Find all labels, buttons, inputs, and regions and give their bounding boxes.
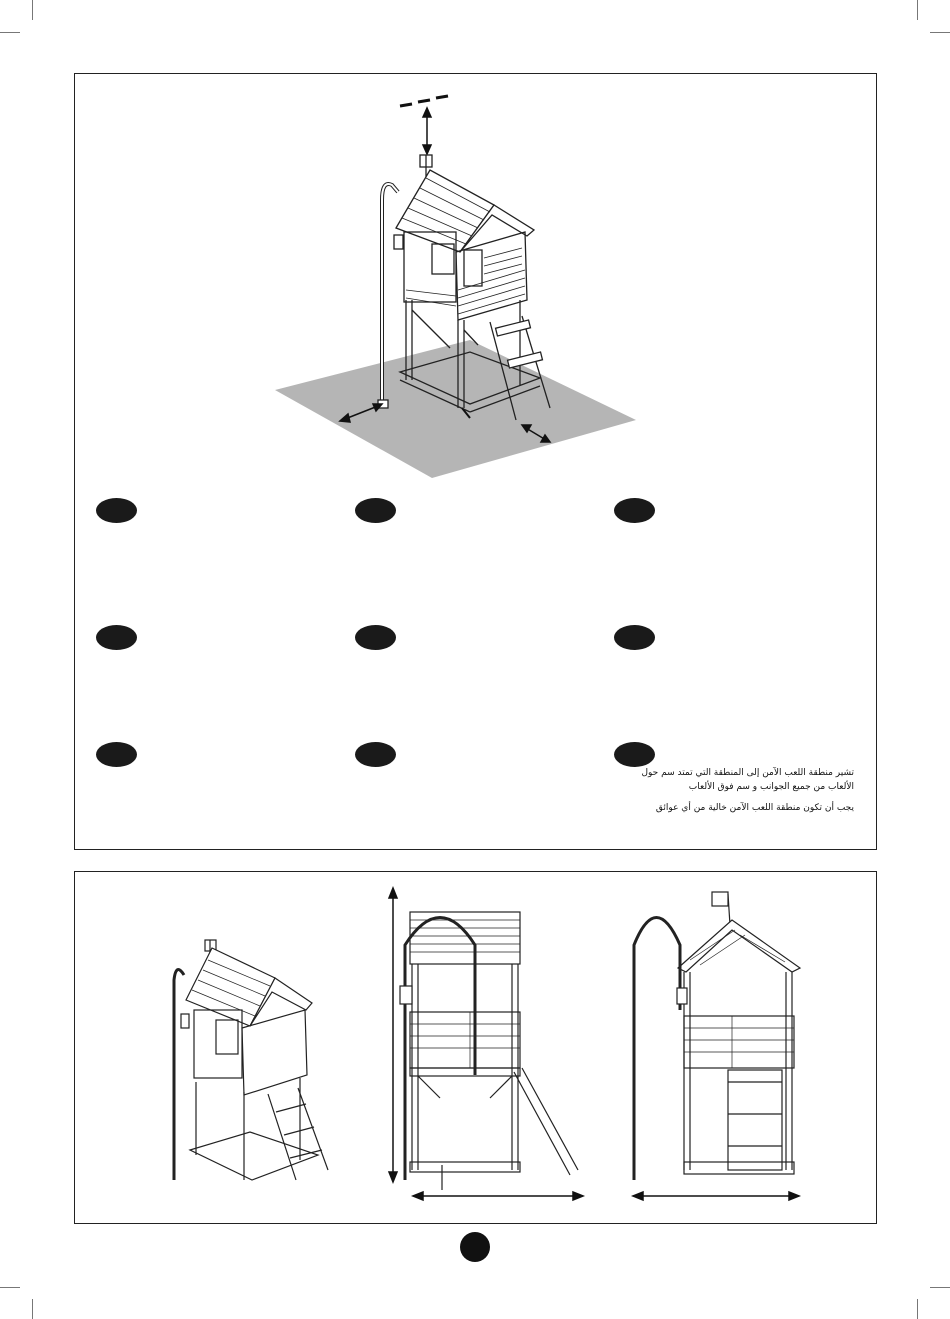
height-dimension-arrow xyxy=(389,888,397,1182)
safety-note-line-1: تشير منطقة اللعب الآمن إلى المنطقة التي تمتد سم حول xyxy=(641,768,854,778)
side-view xyxy=(634,892,800,1180)
page-number-badge xyxy=(460,1232,490,1262)
width-dimension-arrow-side xyxy=(633,1192,799,1200)
width-dimension-arrow-front xyxy=(413,1192,583,1200)
safety-note-line-2: الألعاب من جميع الجوانب و سم فوق الألعاب xyxy=(688,782,854,792)
front-view xyxy=(400,912,578,1190)
isometric-view xyxy=(174,940,328,1180)
safety-note-line-3: يجب أن تكون منطقة اللعب الآمن خالية من أي عوائق xyxy=(655,803,854,813)
